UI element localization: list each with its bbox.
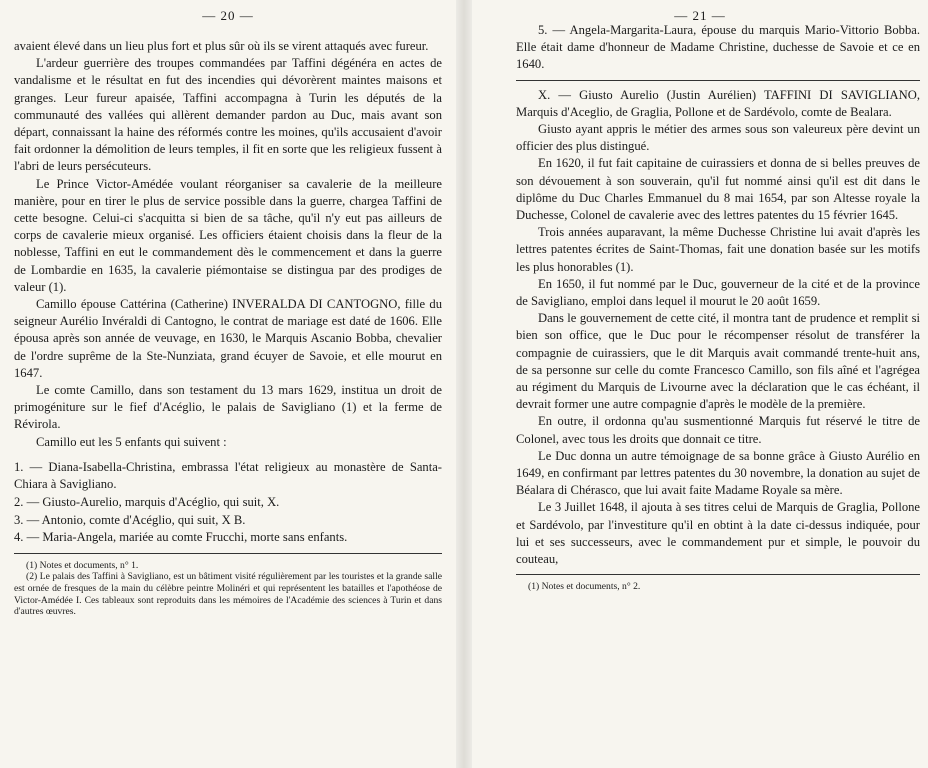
- section-heading-paragraph: X. — Giusto Aurelio (Justin Aurélien) TAFFINI DI SAVIGLIANO, Marquis d'Aceglio, de Graglia, Pollone et de Sardévolo, comte de Bealara.: [516, 87, 920, 119]
- footnote: (1) Notes et documents, n° 2.: [528, 581, 641, 593]
- footnotes: [14, 560, 442, 618]
- paragraph: avaient élevé dans un lieu plus fort et plus sûr où ils se virent attaqués avec fureur.: [14, 39, 429, 53]
- paragraph: En outre, il ordonna qu'au susmentionné Marquis fut réservé le titre de Colonel, avec tous les droits que donnait ce titre.: [516, 414, 920, 446]
- paragraph: Dans le gouvernement de cette cité, il montra tant de prudence et remplit si bien son office, que le Duc pour le récompenser résolut de transférer la compagnie de cuirassiers, que le dit Marquis avait commandé trente-huit ans, de sa personne sur celle du comte Francesco Camillo, son fils aîné et l'agrégea au régiment du Marquis de Livourne avec la déclaration que le cas échéant, il devrait former une autre compagnie d'après le modèle de la première.: [516, 311, 920, 412]
- paragraph: Camillo eut les 5 enfants qui suivent :: [36, 434, 227, 449]
- paragraph: Le 3 Juillet 1648, il ajouta à ses titres celui de Marquis de Graglia, Pollone et Sardévolo, par l'investiture qu'il en obtint à la date ci-dessus indiquée, pour lui et ses successeurs, avec le commandement pur et simple, le pouvoir du couteau,: [516, 500, 920, 567]
- children-list: [14, 459, 442, 547]
- footnotes: [516, 581, 920, 593]
- paragraph: Giusto ayant appris le métier des armes sous son valeureux père devint un officier des plus distingué.: [516, 122, 920, 154]
- book-gutter: [456, 0, 472, 768]
- list-item: 5. — Angela-Margarita-Laura, épouse du marquis Mario-Vittorio Bobba. Elle était dame d'honneur de Madame Christine, duchesse de Savoie et ce en 1640.: [516, 23, 920, 72]
- paragraph: L'ardeur guerrière des troupes commandées par Taffini dégénéra en actes de vandalisme et le résultat en fut des incendies qui dévorèrent maintes maisons et granges. Leur fureur apaisée, Taffini accompagna à Turin les députés de la communauté des vallées qui allèrent demander pardon au Duc, mais avant son départ, connaissant la haine des réformés contre les moines, qu'ils accusaient d'avoir fait ordonner la démolition de leurs temples, il fit en sorte que les religieux fussent à l'abri de leurs persécuteurs.: [14, 56, 442, 174]
- right-page: [472, 0, 928, 768]
- page-number: — 21 —: [674, 8, 726, 23]
- list-item: 3. — Antonio, comte d'Acéglio, qui suit, X B.: [14, 512, 246, 527]
- paragraph: En 1650, il fut nommé par le Duc, gouverneur de la cité et de la province de Savigliano, emploi dans lequel il mourut le 20 août 1659.: [516, 276, 920, 309]
- list-item: 4. — Maria-Angela, mariée au comte Frucchi, morte sans enfants.: [14, 530, 348, 545]
- page-number: — 20 —: [202, 8, 254, 23]
- paragraph: Le Prince Victor-Amédée voulant réorganiser sa cavalerie de la meilleure manière, pour en tirer le plus de service possible dans la guerre, chargea Taffini de cette besogne. Celui-ci s'acquitta si bien de sa tâche, qu'il n'y eut pas ailleurs de corps de cavalerie mieux organisé. Les officiers étaient choisis dans la fleur de la noblesse, Taffini en eut le commandement dès le commencement et dans la guerre de Lombardie en 1635, la cavalerie piémontaise se distingua par des prodiges de valeur (1).: [14, 176, 442, 294]
- section-divider: [516, 80, 920, 81]
- left-page-body: [14, 38, 442, 618]
- footnote: (1) Notes et documents, n° 1.: [26, 559, 139, 571]
- paragraph: Le Duc donna un autre témoignage de sa bonne grâce à Giusto Aurélio en 1649, en confirmant par lettres patentes du 30 novembre, la donation au sujet de Béalara di Chérasco, que lui avait faite Madame Royale sa mère.: [516, 448, 920, 498]
- footnote-divider: [516, 574, 920, 575]
- right-page-body: [516, 22, 920, 593]
- footnote-divider: [14, 553, 442, 554]
- paragraph: Camillo épouse Cattérina (Catherine) INVERALDA DI CANTOGNO, fille du seigneur Aurélio Invéraldi di Cantogno, le contrat de mariage est daté de 1606. Elle épousa après son année de veuvage, en 1630, le Marquis Ascanio Bobba, chevalier de l'ordre suprême de la Ste-Nunziata, grand écuyer de Savoie, et elle mourut en 1647.: [14, 297, 442, 380]
- list-item: 2. — Giusto-Aurelio, marquis d'Acéglio, qui suit, X.: [14, 495, 280, 510]
- paragraph: Le comte Camillo, dans son testament du 13 mars 1629, institua un droit de primogéniture sur le fief d'Acéglio, le palais de Savigliano (1) et la ferme de Révirola.: [14, 383, 442, 432]
- list-item: 1. — Diana-Isabella-Christina, embrassa l'état religieux au monastère de Santa-Chiara à Savigliano.: [14, 459, 442, 492]
- left-page: [0, 0, 456, 768]
- footnote: (2) Le palais des Taffini à Savigliano, est un bâtiment visité régulièrement par les touristes et la grande salle est ornée de fresques de la main du célèbre peintre Molinéri et qui représentent les batailles et l'apothéose de Victor-Amédée I. Ces tableaux sont reproduits dans les mémoires de l'Académie des sciences à Turin et dans d'autres œuvres.: [14, 571, 442, 618]
- paragraph: En 1620, il fut fait capitaine de cuirassiers et donna de si belles preuves de son dévouement à son souverain, qu'il fut nommé ainsi qu'il est dit dans le diplôme du Duc Charles Emmanuel du 8 mai 1654, par son Altesse royale la Duchesse, Colonel de cavalerie avec des lettres patentes du 15 février 1645.: [516, 156, 920, 223]
- paragraph: Trois années auparavant, la même Duchesse Christine lui avait d'après les lettres patentes écrites de Saint-Thomas, fait une donation basée sur les motifs les plus honorables (1).: [516, 225, 920, 274]
